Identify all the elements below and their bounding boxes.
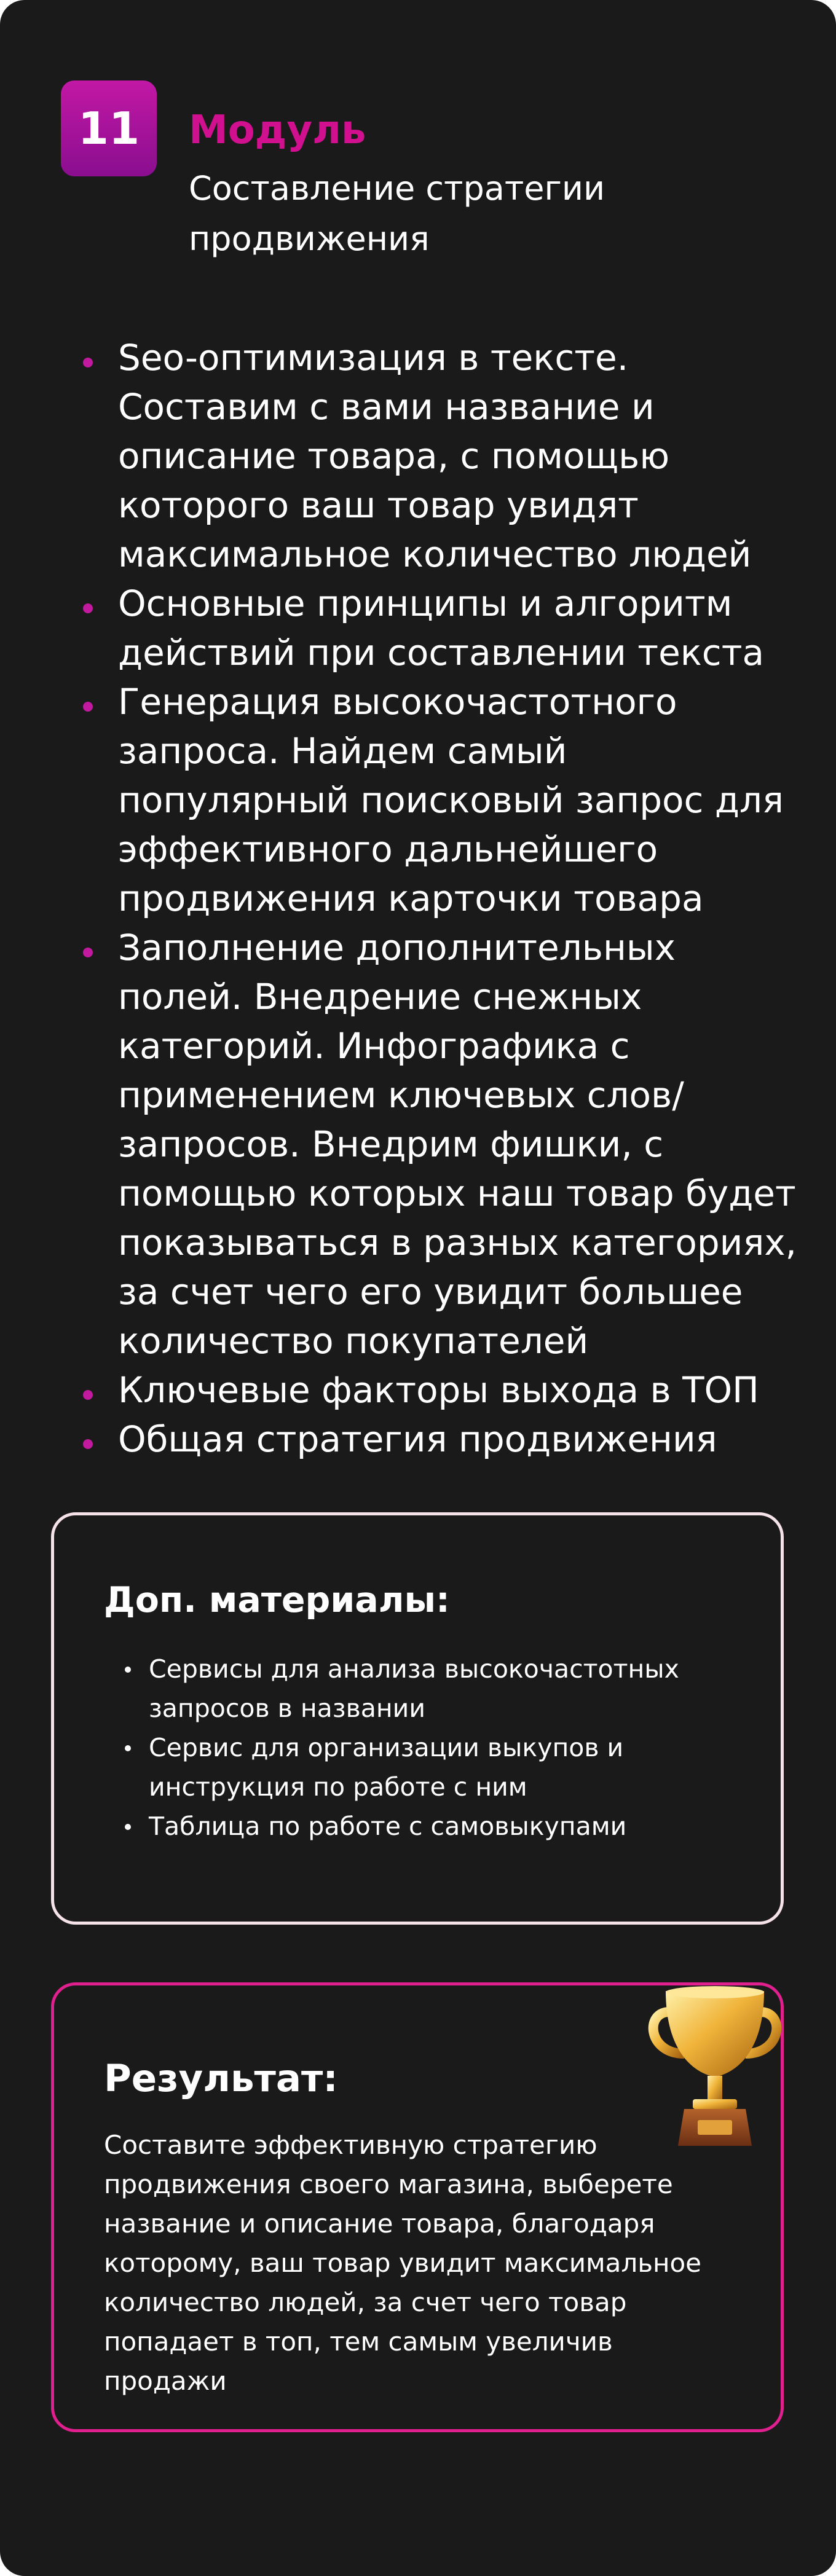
- list-item: [118, 1415, 806, 1464]
- topic-list: [118, 333, 806, 1464]
- bullet-dot: [83, 358, 93, 367]
- material-text: Таблица по работе с самовыкупами: [149, 1812, 627, 1841]
- bullet-dot: [83, 948, 93, 957]
- list-item: [118, 333, 806, 579]
- list-item: [118, 677, 806, 923]
- result-text: Составите эффективную стратегию продвижения своего магазина, выберете название и описание товара, благодаря которому, ваш товар увидит максимальное количество людей, за счет чего товар попадает в топ, тем самым увеличив продажи: [104, 2130, 702, 2396]
- trophy-icon: [641, 1980, 789, 2158]
- bullet-dot: [83, 702, 93, 712]
- list-item: [118, 923, 806, 1365]
- materials-title: Доп. материалы:: [104, 1580, 450, 1620]
- topic-text: Seo-оптимизация в тексте. Составим с вами название и описание товара, с помощью которого ваш товар увидят максимальное количество людей: [118, 337, 752, 575]
- topic-text: Генерация высокочастотного запроса. Найдем самый популярный поисковый запрос для эффективного дальнейшего продвижения карточки товара: [118, 681, 784, 919]
- bullet-dot: [125, 1824, 131, 1830]
- list-item: [118, 1365, 806, 1415]
- bullet-dot: [83, 1439, 93, 1449]
- module-number-badge: [61, 80, 157, 176]
- bullet-dot: [125, 1745, 131, 1751]
- topic-text: Заполнение дополнительных полей. Внедрение снежных категорий. Инфографика с применением ключевых слов/запросов. Внедрим фишки, с помощью которых наш товар будет показываться в разных категориях, за счет чего его увидит большее количество покупателей: [118, 927, 797, 1362]
- topic-text: Основные принципы и алгоритм действий при составлении текста: [118, 583, 765, 673]
- result-title: Результат:: [104, 2057, 338, 2100]
- bullet-dot: [125, 1667, 131, 1673]
- materials-box: [51, 1512, 784, 1925]
- bullet-dot: [83, 603, 93, 613]
- module-title: Составление стратегии продвижения: [189, 169, 605, 258]
- module-number: 11: [77, 103, 140, 154]
- topic-text: Ключевые факторы выхода в ТОП: [118, 1369, 759, 1411]
- module-label: Модуль: [189, 108, 366, 153]
- material-text: Сервис для организации выкупов и инструкция по работе с ним: [149, 1733, 624, 1802]
- list-item: [149, 1649, 727, 1728]
- list-item: [149, 1807, 727, 1846]
- topic-text: Общая стратегия продвижения: [118, 1418, 717, 1460]
- list-item: [149, 1728, 727, 1807]
- bullet-dot: [83, 1390, 93, 1400]
- material-text: Сервисы для анализа высокочастотных запросов в названии: [149, 1654, 679, 1723]
- list-item: [118, 579, 806, 677]
- materials-list: [149, 1649, 727, 1846]
